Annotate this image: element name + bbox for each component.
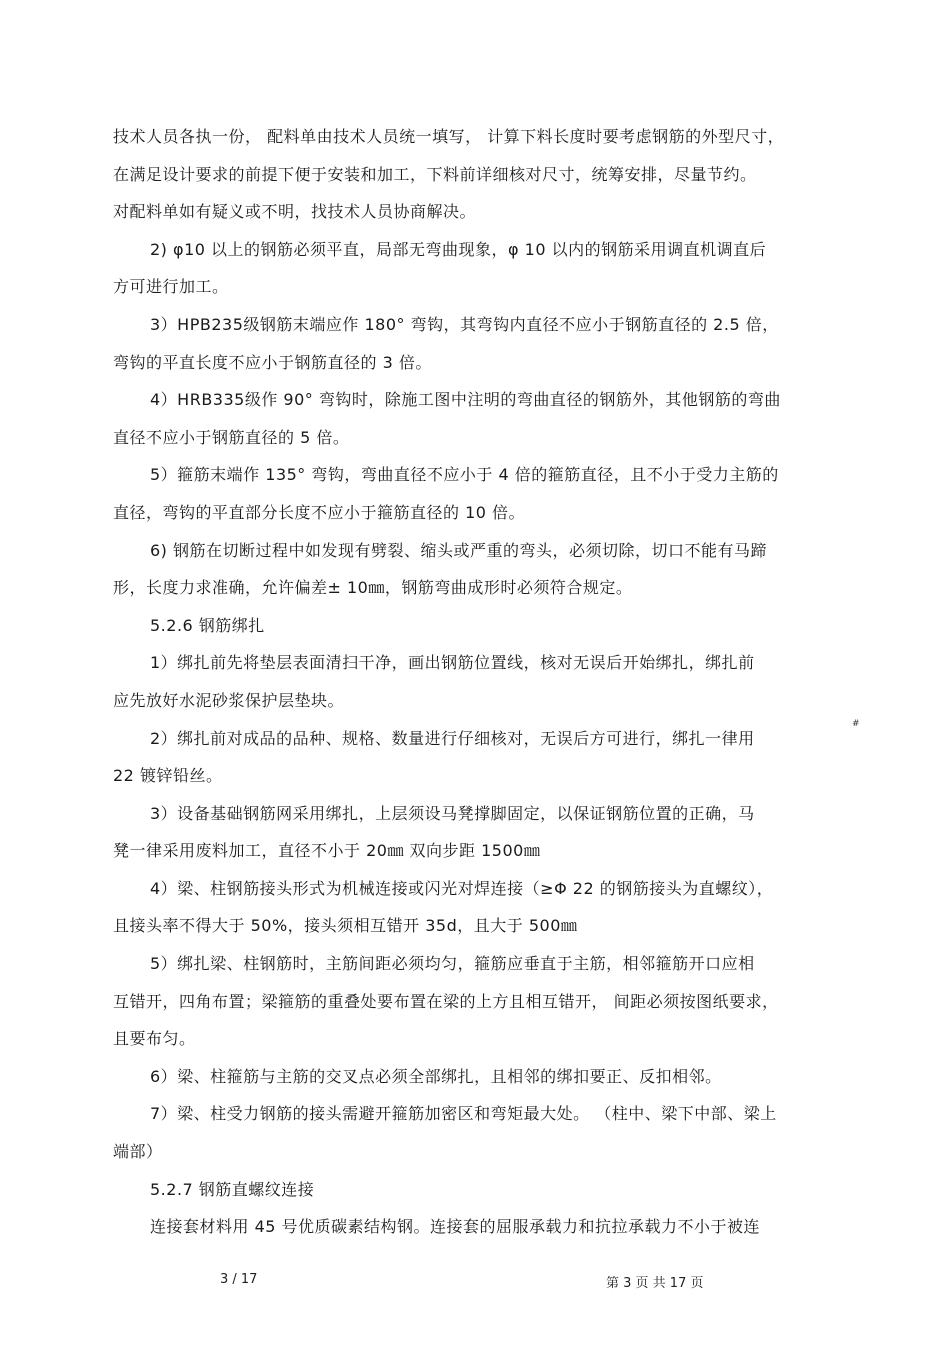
text-line: 5.2.6 钢筋绑扎 (150, 615, 265, 635)
text-line: 且要布匀。 (113, 1029, 196, 1049)
text-line: 直径，弯钩的平直部分长度不应小于箍筋直径的 10 倍。 (113, 502, 526, 522)
text-line: 4）HRB335级作 90° 弯钩时，除施工图中注明的弯曲直径的钢筋外，其他钢筋的弯曲 (150, 390, 781, 410)
text-line: 6）梁、柱箍筋与主筋的交叉点必须全部绑扎，且相邻的绑扣要正、反扣相邻。 (150, 1066, 722, 1086)
text-line: 6) 钢筋在切断过程中如发现有劈裂、缩头或严重的弯头，必须切除，切口不能有马蹄 (150, 540, 768, 560)
text-line: 凳一律采用废料加工，直径不小于 20㎜ 双向步距 1500㎜ (113, 841, 541, 861)
text-line: 5）绑扎梁、柱钢筋时，主筋间距必须均匀，箍筋应垂直于主筋，相邻箍筋开口应相 (150, 954, 755, 974)
text-line: 形，长度力求准确，允许偏差± 10㎜，钢筋弯曲成形时必须符合规定。 (113, 578, 633, 598)
text-line: 互错开，四角布置；梁箍筋的重叠处要布置在梁的上方且相互错开， 间距必须按图纸要求， (113, 991, 779, 1011)
text-line: 且接头率不得大于 50%，接头须相互错开 35d，且大于 500㎜ (113, 916, 578, 936)
text-line: 弯钩的平直长度不应小于钢筋直径的 3 倍。 (113, 352, 432, 372)
text-line: 在满足设计要求的前提下便于安装和加工，下料前详细核对尺寸，统筹安排，尽量节约。 (113, 164, 757, 184)
text-line: 1）绑扎前先将垫层表面清扫干净，画出钢筋位置线，核对无误后开始绑扎，绑扎前 (150, 653, 755, 673)
superscript-mark: # (852, 719, 860, 729)
text-line: 连接套材料用 45 号优质碳素结构钢。连接套的屈服承载力和抗拉承载力不小于被连 (150, 1217, 761, 1237)
text-line: 应先放好水泥砂浆保护层垫块。 (113, 690, 345, 710)
text-line: 5.2.7 钢筋直螺纹连接 (150, 1179, 315, 1199)
document-body (113, 118, 853, 1246)
text-line: 4）梁、柱钢筋接头形式为机械连接或闪光对焊连接（≥Φ 22 的钢筋接头为直螺纹）， (150, 878, 774, 898)
text-line: 5）箍筋末端作 135° 弯钩，弯曲直径不应小于 4 倍的箍筋直径，且不小于受力主筋的 (150, 465, 779, 485)
text-line: 方可进行加工。 (113, 277, 229, 297)
text-line: 直径不应小于钢筋直径的 5 倍。 (113, 427, 350, 447)
text-line: 对配料单如有疑义或不明，找技术人员协商解决。 (113, 202, 477, 222)
text-line: 2) φ10 以上的钢筋必须平直，局部无弯曲现象，φ 10 以内的钢筋采用调直机调直后 (150, 239, 767, 259)
text-line: 技术人员各执一份， 配料单由技术人员统一填写， 计算下料长度时要考虑钢筋的外型尺寸， (113, 127, 785, 146)
text-line: 3）HPB235级钢筋末端应作 180° 弯钩，其弯钩内直径不应小于钢筋直径的 2.5 倍， (150, 314, 779, 334)
text-line: 2）绑扎前对成品的品种、规格、数量进行仔细核对，无误后方可进行，绑扎一律用 (150, 728, 755, 748)
text-line: 3）设备基础钢筋网采用绑扎，上层须设马凳撑脚固定，以保证钢筋位置的正确，马 (150, 803, 755, 823)
text-line: 7）梁、柱受力钢筋的接头需避开箍筋加密区和弯矩最大处。 （柱中、梁下中部、梁上 (150, 1104, 777, 1124)
footer-page-fraction: 3 / 17 (220, 1272, 258, 1287)
footer-page-label: 第 3 页 共 17 页 (606, 1276, 704, 1291)
text-line: 端部） (113, 1142, 163, 1162)
text-line: 22 镀锌铅丝。 (113, 766, 223, 786)
